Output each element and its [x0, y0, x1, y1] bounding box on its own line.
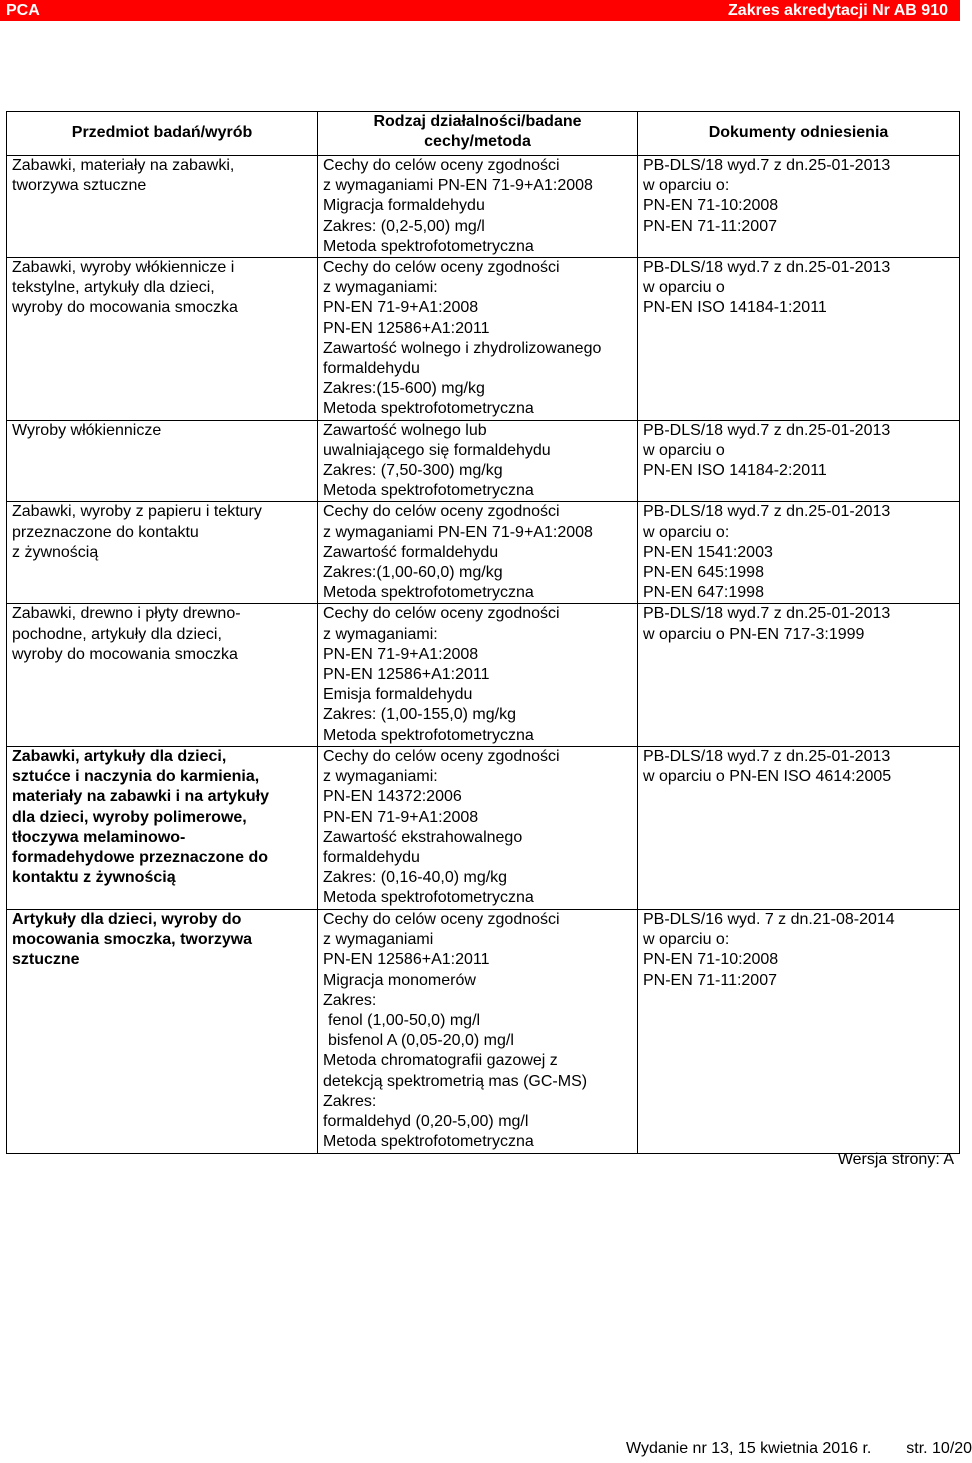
page-version: Wersja strony: A [837, 1151, 954, 1168]
docs-line: w oparciu o: [643, 177, 730, 195]
docs-line: w oparciu o: [643, 931, 730, 949]
method-line: Metoda spektrofotometryczna [323, 1133, 534, 1151]
table-row [7, 909, 960, 1153]
docs-cell [638, 604, 960, 746]
docs-line: PB-DLS/18 wyd.7 z dn.25-01-2013 [643, 503, 891, 521]
subject-line: Artykuły dla dzieci, wyroby do [12, 910, 242, 928]
method-line: Migracja formaldehydu [323, 197, 485, 215]
docs-line: PN-EN 645:1998 [643, 564, 764, 582]
method-line: formaldehydu [323, 360, 420, 378]
method-line: PN-EN 12586+A1:2011 [323, 951, 490, 969]
docs-line: PN-EN 71-11:2007 [643, 971, 777, 989]
method-line: Cechy do celów oceny zgodności [323, 503, 560, 521]
subject-line: tekstylne, artykuły dla dzieci, [12, 279, 215, 297]
method-line: z wymaganiami: [323, 279, 438, 297]
method-cell [318, 746, 638, 909]
subject-line: sztuczne [12, 951, 80, 969]
method-line: Zakres: [323, 1092, 377, 1110]
method-line: Zawartość wolnego lub [323, 421, 487, 439]
subject-cell [7, 502, 318, 604]
subject-line: Zabawki, drewno i płyty drewno- [12, 605, 241, 623]
subject-line: dla dzieci, wyroby polimerowe, [12, 808, 247, 826]
subject-line: kontaktu z żywnością [12, 869, 176, 887]
method-line: Zakres: [323, 991, 377, 1009]
docs-cell [638, 258, 960, 421]
method-line: Zakres: (1,00-155,0) mg/kg [323, 706, 516, 724]
docs-line: PN-EN 71-11:2007 [643, 217, 777, 235]
method-line: Metoda spektrofotometryczna [323, 889, 534, 907]
column-header-subject: Przedmiot badań/wyrób [7, 112, 318, 156]
method-line: z wymaganiami: [323, 768, 438, 786]
docs-line: PB-DLS/18 wyd.7 z dn.25-01-2013 [643, 747, 891, 765]
method-cell [318, 502, 638, 604]
table-row [7, 420, 960, 502]
method-line: fenol (1,00-50,0) mg/l [328, 1011, 481, 1029]
method-cell [318, 258, 638, 421]
subject-cell [7, 258, 318, 421]
method-line: z wymaganiami PN-EN 71-9+A1:2008 [323, 177, 593, 195]
table-row [7, 746, 960, 909]
docs-line: PB-DLS/18 wyd.7 z dn.25-01-2013 [643, 157, 891, 174]
column-header-docs: Dokumenty odniesienia [638, 112, 960, 156]
docs-line: w oparciu o [643, 441, 725, 459]
docs-line: w oparciu o: [643, 523, 730, 541]
footer-page-number: str. 10/20 [906, 1440, 972, 1457]
subject-line: Zabawki, wyroby z papieru i tektury [12, 503, 262, 521]
table-row [7, 502, 960, 604]
method-line: Cechy do celów oceny zgodności [323, 259, 560, 277]
method-line: z wymaganiami PN-EN 71-9+A1:2008 [323, 523, 593, 541]
subject-line: z żywnością [12, 543, 99, 561]
subject-line: Wyroby włókiennicze [12, 421, 162, 439]
docs-line: PB-DLS/18 wyd.7 z dn.25-01-2013 [643, 605, 891, 623]
docs-line: PB-DLS/18 wyd.7 z dn.25-01-2013 [643, 259, 891, 277]
header-scope-title: Zakres akredytacji Nr AB 910 [728, 2, 948, 19]
method-line: Cechy do celów oceny zgodności [323, 747, 560, 765]
docs-line: PN-EN 1541:2003 [643, 543, 773, 561]
footer-edition: Wydanie nr 13, 15 kwietnia 2016 r. [626, 1440, 872, 1457]
docs-cell [638, 746, 960, 909]
method-line: Zakres: (0,2-5,00) mg/l [323, 217, 485, 235]
method-line: Zakres: (7,50-300) mg/kg [323, 462, 503, 480]
docs-line: PN-EN 71-10:2008 [643, 951, 779, 969]
table-header-row [7, 112, 960, 156]
subject-line: formadehydowe przeznaczone do [12, 848, 269, 866]
method-cell [318, 909, 638, 1153]
docs-line: PB-DLS/18 wyd.7 z dn.25-01-2013 [643, 421, 891, 439]
method-line: Metoda spektrofotometryczna [323, 584, 534, 602]
docs-cell [638, 909, 960, 1153]
table-row [7, 258, 960, 421]
table-row [7, 156, 960, 258]
page-header [0, 0, 960, 21]
docs-line: PN-EN 647:1998 [643, 584, 764, 602]
docs-line: PB-DLS/16 wyd. 7 z dn.21-08-2014 [643, 910, 895, 928]
docs-line: w oparciu o PN-EN ISO 4614:2005 [643, 768, 892, 786]
method-line: formaldehydu [323, 848, 420, 866]
subject-cell [7, 604, 318, 746]
method-line: PN-EN 14372:2006 [323, 788, 462, 806]
method-line: Cechy do celów oceny zgodności [323, 605, 560, 623]
table-row [7, 604, 960, 746]
subject-cell [7, 420, 318, 502]
method-line: Cechy do celów oceny zgodności [323, 910, 560, 928]
docs-cell [638, 156, 960, 258]
method-line: Zakres:(15-600) mg/kg [323, 380, 485, 398]
subject-line: sztućce i naczynia do karmienia, [12, 768, 260, 786]
method-line: bisfenol A (0,05-20,0) mg/l [328, 1032, 514, 1050]
method-line: Metoda spektrofotometryczna [323, 237, 534, 255]
docs-cell [638, 502, 960, 604]
method-line: PN-EN 12586+A1:2011 [323, 666, 490, 684]
method-line: Cechy do celów oceny zgodności [323, 157, 560, 174]
method-line: PN-EN 12586+A1:2011 [323, 319, 490, 337]
subject-line: tworzywa sztuczne [12, 177, 147, 195]
subject-line: Zabawki, wyroby włókiennicze i [12, 259, 235, 277]
method-line: z wymaganiami [323, 931, 434, 949]
subject-line: materiały na zabawki i na artykuły [12, 788, 270, 806]
subject-cell [7, 746, 318, 909]
method-line: Zakres:(1,00-60,0) mg/kg [323, 564, 503, 582]
method-line: Metoda spektrofotometryczna [323, 482, 534, 500]
method-cell [318, 420, 638, 502]
method-line: Zawartość wolnego i zhydrolizowanego [323, 339, 602, 357]
method-line: Metoda chromatografii gazowej z [323, 1052, 558, 1070]
method-line: PN-EN 71-9+A1:2008 [323, 299, 479, 317]
docs-line: w oparciu o PN-EN 717-3:1999 [643, 625, 865, 643]
subject-cell [7, 909, 318, 1153]
method-line: Emisja formaldehydu [323, 686, 473, 704]
method-line: uwalniającego się formaldehydu [323, 441, 551, 459]
docs-line: PN-EN 71-10:2008 [643, 197, 779, 215]
header-org: PCA [6, 2, 40, 19]
subject-line: pochodne, artykuły dla dzieci, [12, 625, 222, 643]
method-line: Migracja monomerów [323, 971, 476, 989]
method-line: PN-EN 71-9+A1:2008 [323, 808, 479, 826]
method-line: Zawartość ekstrahowalnego [323, 828, 523, 846]
method-line: z wymaganiami: [323, 625, 438, 643]
subject-line: tłoczywa melaminowo- [12, 828, 186, 846]
subject-line: wyroby do mocowania smoczka [12, 645, 238, 663]
docs-line: PN-EN ISO 14184-2:2011 [643, 462, 827, 480]
method-line: Metoda spektrofotometryczna [323, 726, 534, 744]
subject-line: przeznaczone do kontaktu [12, 523, 199, 541]
subject-line: wyroby do mocowania smoczka [12, 299, 238, 317]
subject-cell [7, 156, 318, 258]
method-cell [318, 604, 638, 746]
method-line: Metoda spektrofotometryczna [323, 400, 534, 418]
subject-line: Zabawki, materiały na zabawki, [12, 157, 235, 174]
accreditation-table [6, 111, 960, 1154]
docs-cell [638, 420, 960, 502]
column-header-method: Rodzaj działalności/badane cechy/metoda [318, 112, 638, 156]
page-footer [626, 1440, 972, 1458]
docs-line: w oparciu o [643, 279, 725, 297]
docs-line: PN-EN ISO 14184-1:2011 [643, 299, 827, 317]
method-line: formaldehyd (0,20-5,00) mg/l [323, 1112, 529, 1130]
method-line: detekcją spektrometrią mas (GC-MS) [323, 1072, 588, 1090]
method-line: Zawartość formaldehydu [323, 543, 499, 561]
method-line: PN-EN 71-9+A1:2008 [323, 645, 479, 663]
subject-line: Zabawki, artykuły dla dzieci, [12, 747, 227, 765]
subject-line: mocowania smoczka, tworzywa [12, 931, 253, 949]
method-line: Zakres: (0,16-40,0) mg/kg [323, 869, 508, 887]
method-cell [318, 156, 638, 258]
